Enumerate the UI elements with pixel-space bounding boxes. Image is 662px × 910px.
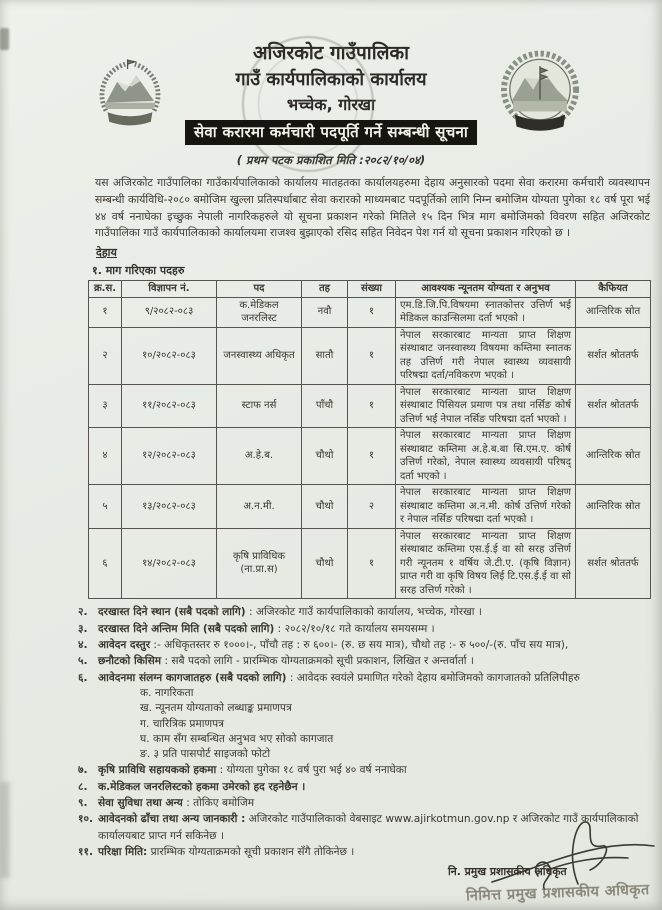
notice-item-9 bbox=[78, 795, 650, 811]
signatory-designation: नि. प्रमुख प्रशासकीय अधिकृत bbox=[448, 865, 567, 878]
intro-paragraph: यस अजिरकोट गाउँपालिका गाउँकार्यपालिकाको कार्यालय मातहतका कार्यालयहरुमा देहाय अनुसारको पदमा सेवा करारमा कर्मचारी व्यवस्थापन सम्बन्धी कार्यविधि-२०८० बमोजिम खुल्ला प्रतिस्पर्धाबाट सेवा करारको माध्यमबाट पदपूर्तिको लागि निम्न बमोजिम योग्यता पुगेका १८ वर्ष पूरा भई ४४ वर्ष ननाघेका इच्छुक नेपाली नागरिकहरुले यो सूचना प्रकाशन गरेको मितिले १५ दिन भित्र माग बमोजिमको विवरण सहित अजिरकोट गाउँपालिका गाउँ कार्यपालिकाको कार्यालयमा राजश्व बुझाएको रसिद सहित निवेदन पेश गर्न यो सूचना प्रकाशन गरिएको छ । bbox=[95, 176, 650, 240]
item-number: २. bbox=[78, 606, 88, 619]
advert-no-cell: १२/२०८२-०८३ bbox=[122, 428, 217, 485]
post-cell: क.मेडिकल जनरलिस्ट bbox=[217, 297, 302, 327]
documents-sublist bbox=[140, 686, 650, 762]
item-label: आवेदनको ढाँचा तथा अन्य जानकारी : bbox=[98, 813, 246, 826]
post-cell: स्टाफ नर्स bbox=[217, 384, 302, 428]
column-header-5: संख्या bbox=[348, 281, 396, 298]
level-cell: चौथो bbox=[302, 485, 348, 529]
qualification-cell: नेपाल सरकारबाट मान्यता प्राप्त शिक्षण संस्थाबाट कम्तिमा अ.हे.ब.बा सि.एम.ए. कोर्ष उत्तिर्ण गरेको, नेपाल स्वास्थ्य व्यवसायी परिषद् दर्ता भएको । bbox=[396, 428, 576, 485]
notice-item-2 bbox=[78, 604, 650, 620]
serial-cell: ४ bbox=[89, 428, 122, 485]
serial-cell: ६ bbox=[89, 528, 122, 599]
positions-table-header-row bbox=[89, 281, 651, 298]
item-text: : सबै पदको लागि - प्रारम्भिक योग्यताक्रमको सूची प्रकाशन, लिखित र अन्तर्वार्ता । bbox=[161, 655, 474, 668]
office-address: भच्चेक, गोरखा bbox=[286, 95, 376, 114]
notice-item-4 bbox=[78, 637, 650, 653]
item-number: ११. bbox=[78, 846, 94, 859]
item-number: १०. bbox=[78, 813, 94, 826]
remarks-cell: आन्तिरिक स्रोत bbox=[576, 485, 651, 529]
item-label: सेवा सुविधा तथा अन्य bbox=[98, 797, 183, 810]
column-header-7: कैफियत bbox=[576, 281, 651, 298]
notice-item-7 bbox=[78, 762, 650, 778]
notice-item-6 bbox=[78, 670, 650, 762]
item-label: दरखास्त दिने अन्तिम मिति (सबै पदको लागि) bbox=[98, 622, 275, 635]
serial-cell: ३ bbox=[89, 384, 122, 428]
position-row-4 bbox=[89, 428, 651, 485]
notice-item-3 bbox=[78, 621, 650, 637]
post-cell: अ.हे.ब. bbox=[217, 428, 302, 485]
advert-no-cell: १३/२०८२-०८३ bbox=[122, 485, 217, 529]
nepal-coat-of-arms-icon bbox=[90, 52, 170, 142]
level-cell: नवौ bbox=[302, 297, 348, 327]
document-subitem: ग. चारित्रिक प्रमाणपत्र bbox=[140, 717, 224, 730]
post-cell: अ.न.मी. bbox=[217, 485, 302, 529]
count-cell: १ bbox=[348, 528, 396, 599]
column-header-1: क्र.स. bbox=[89, 281, 122, 298]
item-number: ४. bbox=[78, 639, 88, 651]
item-text: अजिरकोट गाउँपालिकाको वेबसाइट www.ajirkotmun.gov.np र अजिरकोट गाउँ कार्यपालिकाको कार्यालयबाट प्राप्त गर्न सकिनेछ । bbox=[98, 813, 639, 842]
post-cell: कृषि प्राविधिक (ना.प्रा.स) bbox=[217, 528, 302, 599]
serial-cell: ५ bbox=[89, 485, 122, 529]
document-subitem: क. नागरिकता bbox=[140, 687, 194, 700]
remarks-cell: आन्तिरिक स्रोत bbox=[576, 297, 651, 327]
advert-no-cell: १४/२०८२-०८३ bbox=[122, 528, 217, 599]
item-text: : अजिरकोट गाउँ कार्यपालिकाको कार्यालय, भच्चेक, गोरखा । bbox=[245, 606, 482, 619]
item-number: ५. bbox=[78, 655, 88, 668]
item-label: आवेदनमा संलग्न कागजातहरु (सबै पदको लागि) bbox=[98, 671, 287, 684]
notice-item-5 bbox=[78, 653, 650, 669]
column-header-3: पद bbox=[217, 281, 302, 298]
section1-title: १. माग गरिएका पदहरु bbox=[92, 264, 185, 278]
signatory-stamp-text: निमित्त प्रमुख प्रशासकीय अधिकृत bbox=[465, 882, 650, 905]
column-header-2: विज्ञापन नं. bbox=[122, 281, 217, 298]
item-label: छनौटको किसिम bbox=[98, 655, 162, 668]
remarks-cell: सर्शत श्रोततर्फ bbox=[576, 384, 651, 428]
notice-item-8 bbox=[78, 779, 650, 795]
remarks-cell: आन्तिरिक स्रोत bbox=[576, 428, 651, 485]
post-cell: जनस्वास्थ्य अधिकृत bbox=[217, 327, 302, 384]
remarks-cell: सर्शत श्रोततर्फ bbox=[576, 327, 651, 384]
notice-body bbox=[0, 175, 662, 861]
document-subitem: ख. न्यूनतम योग्यताको लब्धाङ्क प्रमाणपत्र bbox=[140, 702, 292, 715]
item-text: : योग्यता पुगेका १८ वर्ष पुरा भई ४० वर्ष ननाघेका bbox=[216, 764, 407, 777]
scan-artifact bbox=[0, 782, 10, 878]
level-cell: पाँचौ bbox=[302, 384, 348, 428]
office-name: गाउँ कार्यपालिकाको कार्यालय bbox=[235, 69, 427, 90]
item-text: : आवेदक स्वयंले प्रमाणित गरेको देहाय बमोजिमको कागजातको प्रतिलिपीहरु bbox=[286, 671, 580, 684]
ajirkot-municipality-emblem-icon bbox=[498, 46, 582, 150]
item-label: दरखास्त दिने स्थान (सबै पदको लागि) bbox=[98, 606, 246, 619]
count-cell: १ bbox=[348, 384, 396, 428]
positions-table-body bbox=[89, 297, 651, 599]
count-cell: १ bbox=[348, 297, 396, 327]
count-cell: २ bbox=[348, 485, 396, 529]
serial-cell: १ bbox=[89, 297, 122, 327]
item-text: : तोकिए बमोजिम bbox=[182, 797, 255, 810]
dehaya-label: देहाय bbox=[96, 246, 117, 260]
advert-no-cell: ९/२०८२-०८३ bbox=[122, 297, 217, 327]
qualification-cell: नेपाल सरकारबाट मान्यता प्राप्त शिक्षण संस्थाबाट कम्तिमा अ.न.मी. कोर्ष उत्तिर्ण गरेको र नेपाल नर्सिङ परिषद्मा दर्ता भएको । bbox=[396, 485, 576, 529]
position-row-6 bbox=[89, 528, 651, 599]
document-subitem: घ. काम सँग सम्बन्धित अनुभव भए सोको कागजात bbox=[140, 732, 334, 745]
level-cell: सातौ bbox=[302, 327, 348, 384]
item-text: :- अधिकृतस्तर रु १०००।-, पाँचौ तह : रु ६००।- (रु. छ सय मात्र), चौथो तह :- रु ५००/-(रु. पाँच सय मात्र), bbox=[150, 639, 569, 651]
notice-title-banner: सेवा करारमा कर्मचारी पदपूर्ति गर्ने सम्बन्धी सूचना bbox=[185, 120, 477, 145]
item-label: परिक्षा मिति: bbox=[98, 846, 148, 859]
positions-table bbox=[88, 280, 651, 599]
advert-no-cell: १०/२०८२-०८३ bbox=[122, 327, 217, 384]
column-header-4: तह bbox=[302, 281, 348, 298]
item-text: प्रारम्भिक योग्यताक्रमको सूची प्रकाशन सँगै तोकिनेछ । bbox=[147, 846, 355, 859]
item-label: क.मेडिकल जनरलिस्टको हकमा उमेरको हद रहनेछैन । bbox=[98, 780, 306, 793]
item-number: ७. bbox=[78, 764, 88, 777]
item-text: : २०८२/१०/१८ गते कार्यालय समयसम्म । bbox=[274, 622, 435, 635]
published-date-line: ( प्रथम पटक प्रकाशित मिति :२०८२/१०/०४) bbox=[236, 153, 426, 167]
item-number: ८. bbox=[78, 780, 88, 793]
document-subitem: ङ. ३ प्रति पासपोर्ट साइजको फोटो bbox=[140, 748, 271, 761]
qualification-cell: एम.डि.जि.पि.विषयमा स्नातकोत्तर उत्तिर्ण भई मेडिकल काउन्सिलमा दर्ता भएको । bbox=[396, 297, 576, 327]
qualification-cell: नेपाल सरकारबाट मान्यता प्राप्त शिक्षण संस्थाबाट जनस्वास्थ्य विषयमा कम्तिमा स्नातक तह उत्तिर्ण गरी नेपाल स्वास्थ्य व्यवसायी परिषद्मा दर्ता/नविकरण भएको । bbox=[396, 327, 576, 384]
level-cell: चौथो bbox=[302, 428, 348, 485]
column-header-6: आवश्यक न्यूनतम योग्यता र अनुभव bbox=[396, 281, 576, 298]
level-cell: चौथो bbox=[302, 528, 348, 599]
position-row-5 bbox=[89, 485, 651, 529]
municipality-name: अजिरकोट गाउँपालिका bbox=[252, 42, 410, 64]
remarks-cell: सर्शत श्रोततर्फ bbox=[576, 528, 651, 599]
letterhead bbox=[0, 0, 662, 145]
advert-no-cell: ११/२०८२-०८३ bbox=[122, 384, 217, 428]
count-cell: १ bbox=[348, 428, 396, 485]
position-row-3 bbox=[89, 384, 651, 428]
item-number: ३. bbox=[78, 622, 88, 635]
position-row-1 bbox=[89, 297, 651, 327]
qualification-cell: नेपाल सरकारबाट मान्यता प्राप्त शिक्षण संस्थाबाट कम्तिमा एस.ई.ई वा सो सरह उत्तिर्ण गरी न्यूनतम १ वर्षिय जे.टी.ए. (कृषि विज्ञान) प्राप्त गरी वा कृषि विषय लिई टि.एस.ई.ई वा सो सरह उत्तिर्ण गरेको । bbox=[396, 528, 576, 599]
position-row-2 bbox=[89, 327, 651, 384]
qualification-cell: नेपाल सरकारबाट मान्यता प्राप्त शिक्षण संस्थाबाट पिसियल प्रमाण पत्र तथा नर्सिङ कोर्ष उत्तिर्ण भई नेपाल नर्सिङ परिषद्मा दर्ता भएको । bbox=[396, 384, 576, 428]
count-cell: १ bbox=[348, 327, 396, 384]
item-number: ६. bbox=[78, 671, 88, 684]
item-label: कृषि प्राविधि सहायकको हकमा bbox=[98, 764, 217, 777]
item-label: आवेदन दस्तुर bbox=[98, 639, 151, 651]
serial-cell: २ bbox=[89, 327, 122, 384]
item-number: ९. bbox=[78, 797, 88, 810]
